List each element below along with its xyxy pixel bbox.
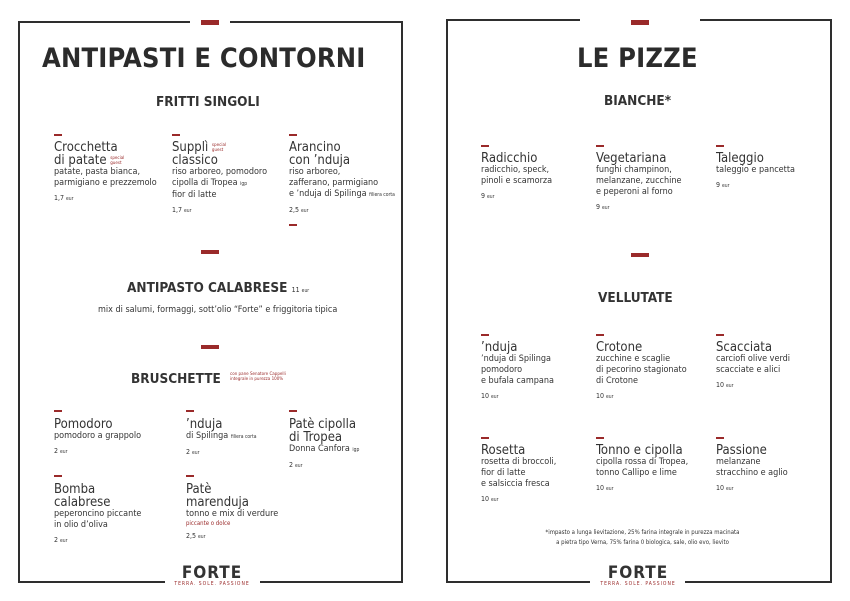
menu-item-crocchetta: Crocchetta di patate special guest patate, pasta bianca, parmigiano e prezzemolo 1,7 eur xyxy=(54,140,157,202)
section-title-fritti: FRITTI SINGOLI xyxy=(156,94,260,110)
page-title-pizze: LE PIZZE xyxy=(577,43,698,74)
forte-logo-right: FORTE TERRA. SOLE. PASSIONE xyxy=(600,563,676,587)
menu-item-pate-cipolla: Patè cipolla di Tropea Donna Canfora igp 2 eur xyxy=(289,417,360,469)
top-accent-bar xyxy=(201,20,219,25)
menu-item-bomba: Bomba calabrese peperoncino piccante in olio d’oliva 2 eur xyxy=(54,482,142,544)
forte-logo: FORTE TERRA. SOLE. PASSIONE xyxy=(174,563,250,587)
section-title-vellutate: VELLUTATE xyxy=(598,290,673,306)
pizza-scacciata: Scacciata carciofi olive verdi scacciate e alici 10 eur xyxy=(716,340,790,389)
menu-item-pomodoro: Pomodoro pomodoro a grappolo 2 eur xyxy=(54,417,142,455)
pizza-passione: Passione melanzane stracchino e aglio 10 eur xyxy=(716,443,788,492)
top-accent-bar-right xyxy=(631,20,649,25)
pizza-radicchio: Radicchio radicchio, speck, pinoli e scamorza 9 eur xyxy=(481,151,553,200)
menu-item-suppli: Supplì special guest classico riso arboreo, pomodoro cipolla di Tropea igp fior di latte 1,7 eur xyxy=(172,140,268,214)
menu-item-arancino: Arancino con ’nduja riso arboreo, zafferano, parmigiano e ’nduja di Spilinga filiera corta 2,5 eur xyxy=(289,140,395,214)
bruschette-note: con pane Senatore Cappelli integrale in purezza 100% xyxy=(230,372,286,382)
dough-footnote: *impasto a lunga lievitazione, 25% farina integrale in purezza macinata a pietra tipo Verna, 75% farina 0 biologica, sale, olio evo, lievito xyxy=(545,529,740,546)
section-title-bianche: BIANCHE* xyxy=(604,93,672,109)
menu-item-nduja-bruschetta: ’nduja di Spilinga filiera corta 2 eur xyxy=(186,417,257,456)
section-title-antipasto: ANTIPASTO CALABRESE 11 eur xyxy=(127,280,310,296)
pizza-nduja: ’nduja ’nduja di Spilinga pomodoro e bufala campana 10 eur xyxy=(481,340,554,400)
pizza-rosetta: Rosetta rosetta di broccoli, fior di latte e salsiccia fresca 10 eur xyxy=(481,443,557,503)
section-title-bruschette: BRUSCHETTE xyxy=(131,371,221,387)
page-title: ANTIPASTI E CONTORNI xyxy=(42,43,366,74)
pizza-crotone: Crotone zucchine e scaglie di pecorino stagionato di Crotone 10 eur xyxy=(596,340,687,400)
pizza-tonno-cipolla: Tonno e cipolla cipolla rossa di Tropea, tonno Callipo e lime 10 eur xyxy=(596,443,689,492)
menu-item-marenduja: Patè marenduja tonno e mix di verdure piccante o dolce 2,5 eur xyxy=(186,482,279,540)
pizza-vegetariana: Vegetariana funghi champinon, melanzane, zucchine e peperoni al forno 9 eur xyxy=(596,151,682,211)
antipasto-description: mix di salumi, formaggi, sott’olio “Forte” e friggitoria tipica xyxy=(98,305,338,315)
pizza-taleggio: Taleggio taleggio e pancetta 9 eur xyxy=(716,151,795,189)
